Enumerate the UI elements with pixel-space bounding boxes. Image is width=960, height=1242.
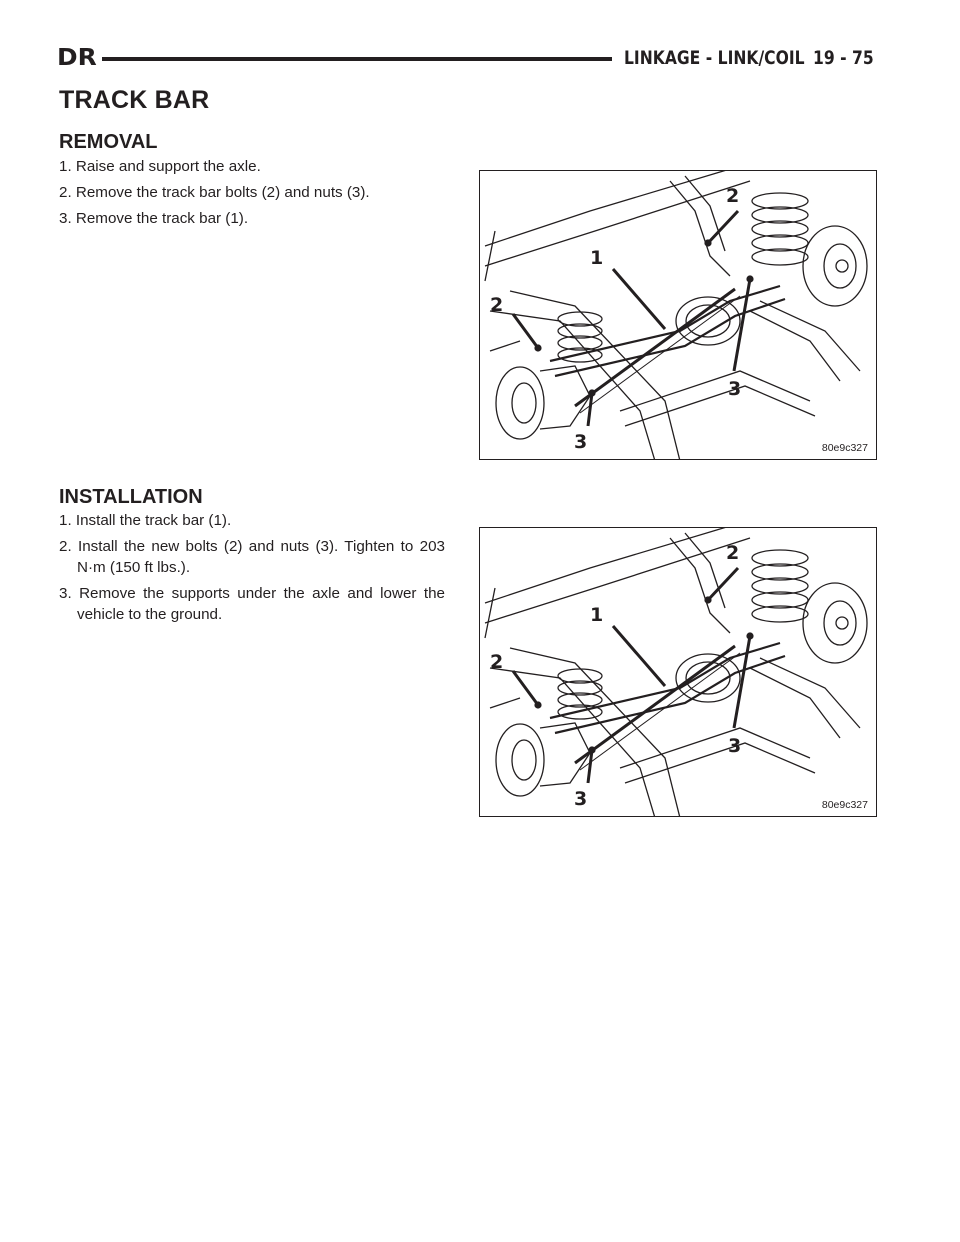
- installation-steps: [59, 510, 445, 630]
- leader-lines: [513, 211, 750, 426]
- callout-2-upper-bolt: 2: [726, 542, 740, 564]
- callout-3-lower-nut: 3: [574, 788, 588, 810]
- figure-code: 80e9c327: [821, 442, 868, 454]
- header-manual-code: DR: [57, 45, 97, 71]
- removal-step-2: 2. Remove the track bar bolts (2) and nuts (3).: [59, 184, 370, 201]
- axle-drawing: [485, 528, 867, 817]
- callout-1-track-bar: 1: [590, 247, 604, 269]
- right-coil-spring: [752, 550, 808, 622]
- removal-heading: REMOVAL: [59, 131, 158, 153]
- removal-step-1: 1. Raise and support the axle.: [59, 158, 261, 175]
- removal-axle-illustration: [480, 171, 877, 460]
- callout-1-track-bar: 1: [590, 604, 604, 626]
- callout-2-upper-bolt: 2: [726, 185, 740, 207]
- installation-step-2: 2. Install the new bolts (2) and nuts (3). Tighten to 203 N·m (150 ft lbs.).: [59, 538, 445, 576]
- header-rule: [102, 57, 612, 61]
- axle-drawing: [485, 171, 867, 460]
- removal-steps: [59, 156, 445, 234]
- installation-step-1: 1. Install the track bar (1).: [59, 512, 232, 529]
- callout-2-lower-bolt: 2: [490, 651, 504, 673]
- installation-figure: [479, 527, 877, 817]
- installation-axle-illustration: [480, 528, 877, 817]
- installation-heading: INSTALLATION: [59, 486, 203, 508]
- removal-figure: [479, 170, 877, 460]
- removal-step-3: 3. Remove the track bar (1).: [59, 210, 249, 227]
- header-section-title: LINKAGE - LINK/COIL: [624, 47, 805, 69]
- callout-3-upper-nut: 3: [728, 378, 742, 400]
- callout-2-lower-bolt: 2: [490, 294, 504, 316]
- figure-code: 80e9c327: [821, 799, 868, 811]
- leader-lines: [513, 568, 750, 783]
- installation-step-3: 3. Remove the supports under the axle and lower the vehicle to the ground.: [59, 585, 445, 623]
- page-title: TRACK BAR: [59, 86, 210, 114]
- callout-3-upper-nut: 3: [728, 735, 742, 757]
- right-coil-spring: [752, 193, 808, 265]
- header-page-number: 19 - 75: [813, 47, 874, 69]
- callout-3-lower-nut: 3: [574, 431, 588, 453]
